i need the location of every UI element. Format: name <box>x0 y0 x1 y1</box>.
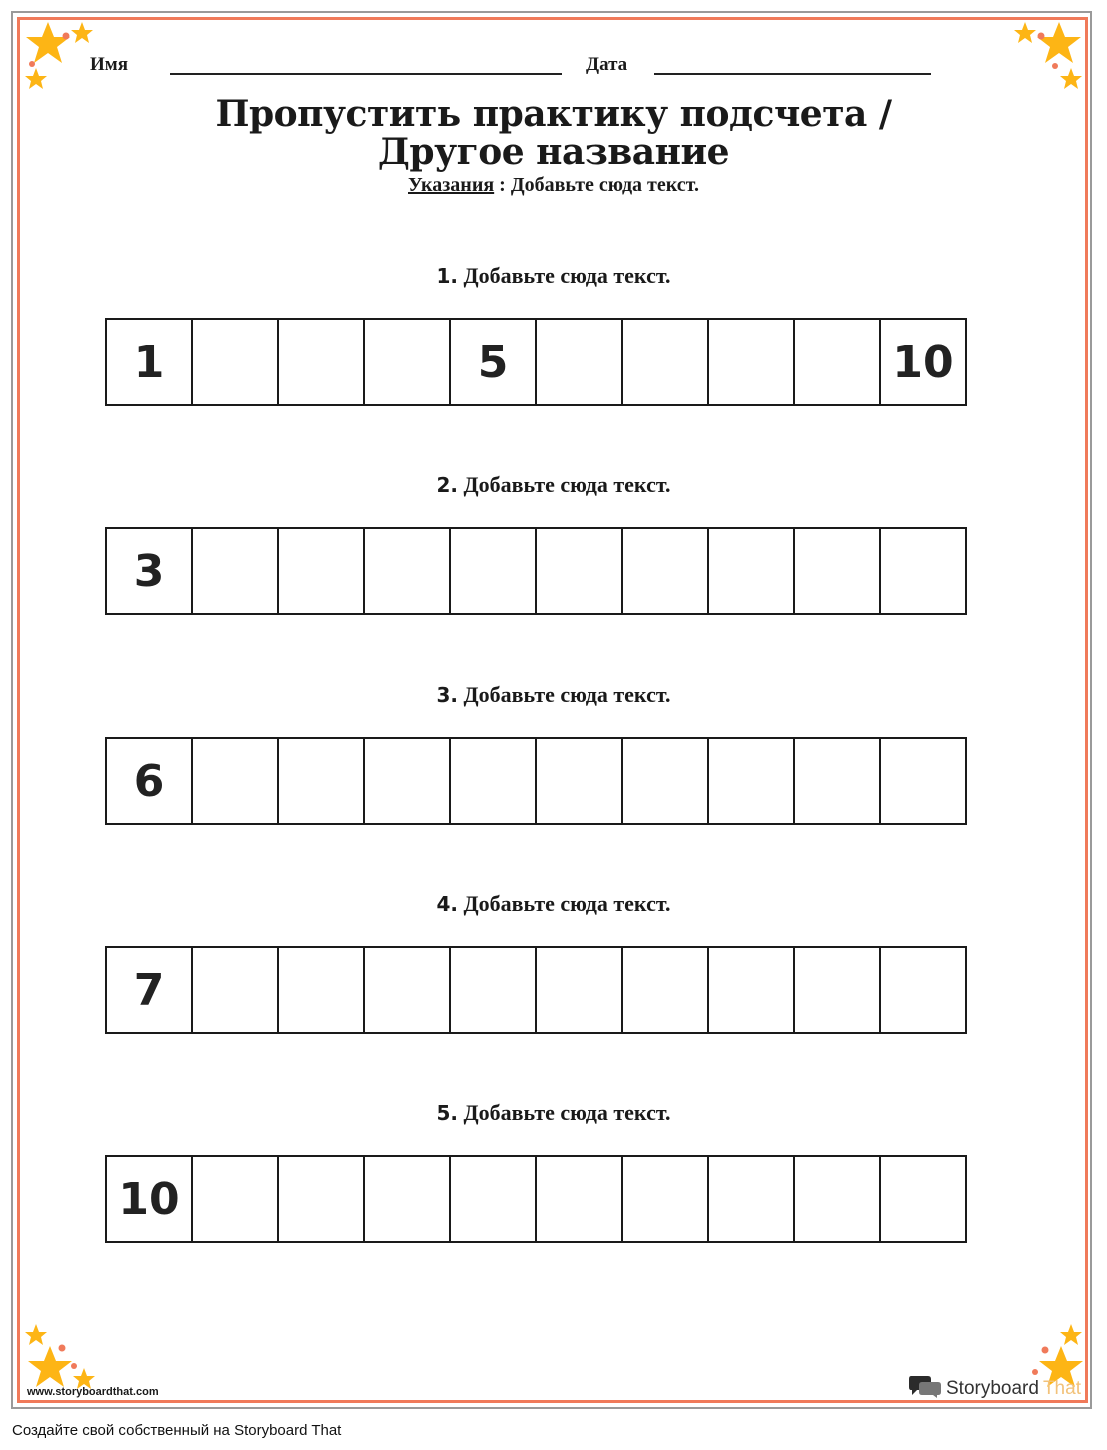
count-cell[interactable] <box>449 527 537 615</box>
question-3-row <box>105 737 967 825</box>
count-cell[interactable] <box>793 946 881 1034</box>
count-cell[interactable] <box>535 318 623 406</box>
count-cell[interactable] <box>449 737 537 825</box>
question-1-title <box>0 263 1107 289</box>
question-text: Добавьте сюда текст. <box>463 682 671 707</box>
question-1-row <box>105 318 967 406</box>
question-text: Добавьте сюда текст. <box>463 472 671 497</box>
footer-caption[interactable]: Создайте свой собственный на Storyboard That <box>12 1422 342 1439</box>
count-cell[interactable] <box>793 527 881 615</box>
question-number: 4. <box>436 892 459 916</box>
count-cell[interactable]: 10 <box>879 318 967 406</box>
count-cell[interactable]: 3 <box>105 527 193 615</box>
count-cell[interactable] <box>707 527 795 615</box>
count-cell[interactable] <box>621 946 709 1034</box>
brand-name-suffix: That <box>1042 1378 1081 1399</box>
count-cell[interactable] <box>535 737 623 825</box>
count-cell[interactable] <box>277 527 365 615</box>
page-subtitle: Другое название <box>377 131 730 173</box>
question-number: 1. <box>436 264 459 288</box>
count-cell[interactable] <box>879 946 967 1034</box>
brand-name: Storyboard <box>946 1378 1039 1399</box>
count-cell[interactable] <box>535 527 623 615</box>
directions <box>0 174 1107 197</box>
count-cell[interactable] <box>191 1155 279 1243</box>
count-cell[interactable] <box>879 1155 967 1243</box>
speech-bubbles-icon <box>908 1374 942 1404</box>
brand-logo[interactable] <box>908 1374 1081 1404</box>
date-label: Дата <box>586 54 628 75</box>
count-cell[interactable] <box>277 318 365 406</box>
bottom-left-stars-icon <box>22 1322 102 1392</box>
question-3-title <box>0 682 1107 708</box>
page-title: Пропустить практику подсчета / <box>215 93 892 135</box>
count-cell[interactable] <box>449 946 537 1034</box>
count-cell[interactable] <box>707 946 795 1034</box>
count-cell[interactable]: 7 <box>105 946 193 1034</box>
count-cell[interactable] <box>879 527 967 615</box>
count-cell[interactable] <box>191 318 279 406</box>
directions-label: Указания <box>408 174 495 196</box>
count-cell[interactable]: 5 <box>449 318 537 406</box>
question-2-title <box>0 472 1107 498</box>
count-cell[interactable] <box>363 1155 451 1243</box>
count-cell[interactable] <box>191 737 279 825</box>
name-field[interactable] <box>170 73 562 75</box>
count-cell[interactable] <box>277 946 365 1034</box>
count-cell[interactable]: 10 <box>105 1155 193 1243</box>
question-number: 5. <box>436 1101 459 1125</box>
count-cell[interactable] <box>707 318 795 406</box>
count-cell[interactable] <box>277 1155 365 1243</box>
count-cell[interactable] <box>535 946 623 1034</box>
count-cell[interactable] <box>879 737 967 825</box>
count-cell[interactable] <box>449 1155 537 1243</box>
question-text: Добавьте сюда текст. <box>463 891 671 916</box>
count-cell[interactable] <box>707 737 795 825</box>
directions-text: Добавьте сюда текст. <box>510 174 699 196</box>
count-cell[interactable] <box>621 318 709 406</box>
count-cell[interactable] <box>363 318 451 406</box>
count-cell[interactable] <box>707 1155 795 1243</box>
count-cell[interactable] <box>363 737 451 825</box>
site-url[interactable]: www.storyboardthat.com <box>27 1386 159 1398</box>
count-cell[interactable] <box>621 527 709 615</box>
name-label: Имя <box>90 54 128 75</box>
question-5-row <box>105 1155 967 1243</box>
count-cell[interactable] <box>793 318 881 406</box>
question-text: Добавьте сюда текст. <box>463 1100 671 1125</box>
date-field[interactable] <box>654 73 931 75</box>
count-cell[interactable] <box>621 737 709 825</box>
question-4-row <box>105 946 967 1034</box>
count-cell[interactable] <box>363 946 451 1034</box>
count-cell[interactable] <box>535 1155 623 1243</box>
count-cell[interactable] <box>621 1155 709 1243</box>
question-text: Добавьте сюда текст. <box>463 263 671 288</box>
count-cell[interactable] <box>191 527 279 615</box>
question-number: 3. <box>436 683 459 707</box>
count-cell[interactable] <box>277 737 365 825</box>
count-cell[interactable] <box>793 737 881 825</box>
question-5-title <box>0 1100 1107 1126</box>
count-cell[interactable] <box>793 1155 881 1243</box>
top-right-stars-icon <box>1005 20 1085 100</box>
count-cell[interactable] <box>363 527 451 615</box>
question-4-title <box>0 891 1107 917</box>
question-number: 2. <box>436 473 459 497</box>
directions-separator: : <box>494 174 511 196</box>
count-cell[interactable]: 6 <box>105 737 193 825</box>
count-cell[interactable]: 1 <box>105 318 193 406</box>
question-2-row <box>105 527 967 615</box>
count-cell[interactable] <box>191 946 279 1034</box>
